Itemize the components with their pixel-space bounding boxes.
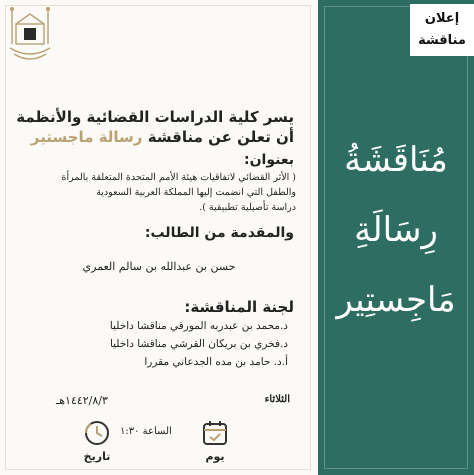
university-logo-icon bbox=[8, 4, 52, 68]
badge-line-2: مناقشة bbox=[418, 33, 466, 48]
committee-member-2: د.فخري بن بريكان القرشي مناقشا داخليا bbox=[109, 338, 288, 350]
committee-heading: لجنة المناقشة: bbox=[184, 298, 294, 316]
intro-highlight: رسالة ماجستير bbox=[30, 128, 143, 146]
calendar-icon bbox=[200, 418, 230, 448]
badge-line-1: إعلان bbox=[424, 11, 460, 26]
committee-member-1: د.محمد بن عبدربه المورقي مناقشا داخليا bbox=[109, 320, 288, 332]
student-name: حسن بن عبدالله بن سالم العمري bbox=[82, 260, 236, 273]
title-line-1: ( الأثر القضائي لاتفاقيات هيئة الأمم المتحدة المتعلقة بالمرأة bbox=[61, 172, 296, 183]
clock-icon bbox=[82, 418, 112, 448]
day-value: الثلاثاء bbox=[264, 394, 290, 405]
time-value: الساعة ١:٣٠ bbox=[120, 426, 172, 437]
date-label: تاريخ bbox=[83, 450, 111, 463]
intro-line-2 bbox=[31, 128, 294, 146]
day-label: يوم bbox=[205, 450, 225, 463]
date-value: ١٤٤٢/٨/٣هـ bbox=[56, 394, 108, 407]
side-title-line-2: رِسَالَةِ bbox=[354, 210, 438, 250]
title-line-2: والطفل التي انضمت إليها المملكة العربية السعودية bbox=[96, 187, 296, 198]
title-line-3: دراسة تأصيلية تطبيقية ). bbox=[199, 202, 296, 213]
student-heading: والمقدمة من الطالب: bbox=[144, 225, 294, 241]
announcement-badge bbox=[410, 4, 474, 56]
committee-member-3: أ.د. حامد بن مده الجدعاني مقررا bbox=[144, 356, 288, 368]
side-banner bbox=[318, 0, 474, 475]
intro-line-2-prefix: أن تعلن عن مناقشة bbox=[147, 128, 294, 146]
side-title-line-3: مَاجِستِير bbox=[336, 280, 456, 320]
intro-line-1: يسر كلية الدراسات القضائية والأنظمة bbox=[16, 108, 294, 126]
title-heading: بعنوان: bbox=[244, 152, 294, 168]
side-title-line-1: مُنَاقَشَةُ bbox=[344, 140, 448, 180]
